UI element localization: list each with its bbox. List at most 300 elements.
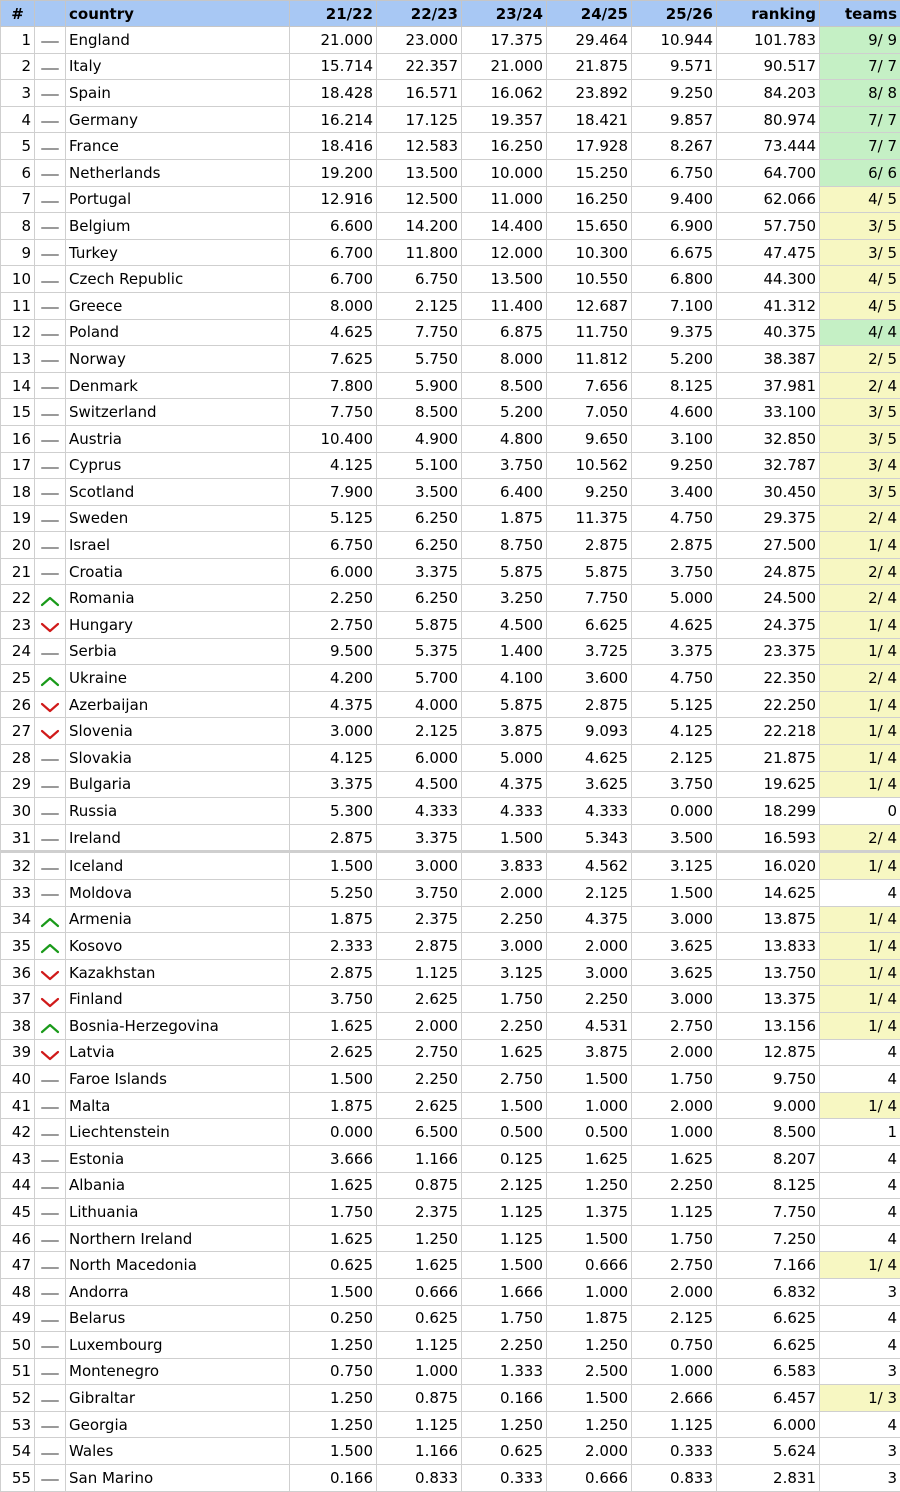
trend-unchanged-icon (39, 220, 61, 232)
season-23-24-cell: 2.000 (462, 880, 547, 907)
table-row[interactable] (1, 1039, 900, 1066)
table-row[interactable] (1, 1411, 900, 1438)
table-row[interactable] (1, 1092, 900, 1119)
season-25-26-cell: 1.750 (632, 1225, 717, 1252)
rank-number-cell: 11 (1, 292, 35, 319)
season-22-23-cell: 23.000 (377, 27, 462, 54)
teams-cell: 3 (820, 1278, 900, 1305)
season-21-22-cell: 1.500 (290, 852, 377, 880)
season-23-24-cell: 6.875 (462, 319, 547, 346)
season-21-22-cell: 10.400 (290, 425, 377, 452)
ranking-cell: 16.593 (717, 824, 820, 852)
season-22-23-cell: 5.100 (377, 452, 462, 479)
ranking-cell: 18.299 (717, 798, 820, 825)
season-25-26-cell: 3.400 (632, 479, 717, 506)
trend-unchanged-icon (39, 274, 61, 286)
table-row[interactable] (1, 239, 900, 266)
season-24-25-cell: 1.625 (547, 1145, 632, 1172)
trend-cell (35, 266, 66, 293)
table-row[interactable] (1, 665, 900, 692)
season-22-23-cell: 2.125 (377, 718, 462, 745)
season-24-25-cell: 11.750 (547, 319, 632, 346)
teams-cell: 7/ 7 (820, 133, 900, 160)
season-21-22-cell: 3.000 (290, 718, 377, 745)
season-24-25-cell: 10.562 (547, 452, 632, 479)
rank-number-cell: 10 (1, 266, 35, 293)
trend-unchanged-icon (39, 1472, 61, 1484)
trend-cell (35, 452, 66, 479)
season-22-23-cell: 12.583 (377, 133, 462, 160)
ranking-cell: 7.750 (717, 1199, 820, 1226)
table-row[interactable] (1, 1438, 900, 1465)
trend-unchanged-icon (39, 779, 61, 791)
teams-cell: 7/ 7 (820, 53, 900, 80)
season-22-23-cell: 1.166 (377, 1145, 462, 1172)
ranking-cell: 37.981 (717, 372, 820, 399)
season-23-24-cell: 1.500 (462, 1092, 547, 1119)
season-24-25-cell: 2.000 (547, 1438, 632, 1465)
season-22-23-cell: 3.375 (377, 558, 462, 585)
season-25-26-cell: 4.625 (632, 612, 717, 639)
season-21-22-cell: 1.250 (290, 1385, 377, 1412)
season-22-23-cell: 12.500 (377, 186, 462, 213)
table-row[interactable] (1, 133, 900, 160)
teams-cell: 3 (820, 1438, 900, 1465)
season-25-26-cell: 9.375 (632, 319, 717, 346)
season-24-25-cell: 7.050 (547, 399, 632, 426)
season-23-24-cell: 10.000 (462, 159, 547, 186)
table-row[interactable] (1, 1465, 900, 1492)
country-cell: England (66, 27, 290, 54)
table-row[interactable] (1, 852, 900, 880)
teams-cell: 4 (820, 1225, 900, 1252)
season-24-25-cell: 12.687 (547, 292, 632, 319)
table-row[interactable] (1, 399, 900, 426)
season-21-22-cell: 4.200 (290, 665, 377, 692)
rank-number-cell: 4 (1, 106, 35, 133)
table-row[interactable] (1, 1012, 900, 1039)
season-24-25-cell: 3.000 (547, 959, 632, 986)
table-row[interactable] (1, 1332, 900, 1359)
country-cell: Russia (66, 798, 290, 825)
season-23-24-cell: 8.000 (462, 346, 547, 373)
country-cell: Portugal (66, 186, 290, 213)
season-22-23-cell: 6.250 (377, 585, 462, 612)
ranking-cell: 7.250 (717, 1225, 820, 1252)
teams-cell: 1/ 4 (820, 986, 900, 1013)
trend-unchanged-icon (39, 114, 61, 126)
rank-number-cell: 44 (1, 1172, 35, 1199)
table-row[interactable] (1, 612, 900, 639)
teams-cell: 3 (820, 1465, 900, 1492)
ranking-cell: 29.375 (717, 505, 820, 532)
season-21-22-cell: 4.125 (290, 452, 377, 479)
trend-unchanged-icon (39, 327, 61, 339)
season-24-25-cell: 3.875 (547, 1039, 632, 1066)
season-23-24-cell: 1.250 (462, 1411, 547, 1438)
season-24-25-cell: 1.250 (547, 1411, 632, 1438)
ranking-cell: 13.833 (717, 933, 820, 960)
season-23-24-cell: 2.250 (462, 1332, 547, 1359)
header-ranking[interactable]: ranking (717, 1, 820, 27)
ranking-cell: 73.444 (717, 133, 820, 160)
trend-unchanged-icon (39, 1100, 61, 1112)
trend-cell (35, 1332, 66, 1359)
season-25-26-cell: 5.125 (632, 691, 717, 718)
season-23-24-cell: 2.750 (462, 1066, 547, 1093)
trend-cell (35, 53, 66, 80)
table-row[interactable] (1, 532, 900, 559)
header-season-24-25[interactable]: 24/25 (547, 1, 632, 27)
season-21-22-cell: 1.500 (290, 1066, 377, 1093)
teams-cell: 1/ 4 (820, 1092, 900, 1119)
season-21-22-cell: 3.666 (290, 1145, 377, 1172)
rank-number-cell: 41 (1, 1092, 35, 1119)
teams-cell: 4 (820, 1039, 900, 1066)
table-row[interactable] (1, 691, 900, 718)
table-row[interactable] (1, 452, 900, 479)
season-23-24-cell: 1.750 (462, 1305, 547, 1332)
table-row[interactable] (1, 106, 900, 133)
table-row[interactable] (1, 479, 900, 506)
season-23-24-cell: 5.875 (462, 691, 547, 718)
table-row[interactable] (1, 1225, 900, 1252)
country-cell: Israel (66, 532, 290, 559)
teams-cell: 2/ 4 (820, 824, 900, 852)
table-row[interactable] (1, 213, 900, 240)
table-row[interactable] (1, 1172, 900, 1199)
season-22-23-cell: 16.571 (377, 80, 462, 107)
ranking-cell: 44.300 (717, 266, 820, 293)
table-row[interactable] (1, 986, 900, 1013)
table-row[interactable] (1, 425, 900, 452)
country-cell: Serbia (66, 638, 290, 665)
ranking-cell: 64.700 (717, 159, 820, 186)
teams-cell: 3/ 5 (820, 213, 900, 240)
season-23-24-cell: 14.400 (462, 213, 547, 240)
trend-unchanged-icon (39, 247, 61, 259)
season-22-23-cell: 2.625 (377, 986, 462, 1013)
trend-unchanged-icon (39, 460, 61, 472)
season-24-25-cell: 9.093 (547, 718, 632, 745)
trend-unchanged-icon (39, 300, 61, 312)
rank-number-cell: 43 (1, 1145, 35, 1172)
season-24-25-cell: 10.550 (547, 266, 632, 293)
table-row[interactable] (1, 1385, 900, 1412)
season-22-23-cell: 1.125 (377, 1332, 462, 1359)
teams-cell: 4 (820, 1145, 900, 1172)
season-21-22-cell: 18.416 (290, 133, 377, 160)
trend-cell (35, 1252, 66, 1279)
season-21-22-cell: 6.700 (290, 239, 377, 266)
season-21-22-cell: 8.000 (290, 292, 377, 319)
country-cell: Estonia (66, 1145, 290, 1172)
trend-down-icon (39, 726, 61, 738)
table-row[interactable] (1, 27, 900, 54)
season-21-22-cell: 2.250 (290, 585, 377, 612)
rank-number-cell: 8 (1, 213, 35, 240)
season-22-23-cell: 5.700 (377, 665, 462, 692)
rank-number-cell: 21 (1, 558, 35, 585)
season-21-22-cell: 19.200 (290, 159, 377, 186)
season-24-25-cell: 1.000 (547, 1278, 632, 1305)
season-24-25-cell: 2.250 (547, 986, 632, 1013)
trend-unchanged-icon (39, 887, 61, 899)
country-cell: Cyprus (66, 452, 290, 479)
ranking-cell: 2.831 (717, 1465, 820, 1492)
season-21-22-cell: 1.500 (290, 1278, 377, 1305)
table-row[interactable] (1, 1199, 900, 1226)
season-22-23-cell: 6.500 (377, 1119, 462, 1146)
season-25-26-cell: 3.625 (632, 959, 717, 986)
rank-number-cell: 1 (1, 27, 35, 54)
teams-cell: 4 (820, 1332, 900, 1359)
ranking-cell: 27.500 (717, 532, 820, 559)
header-teams[interactable]: teams (820, 1, 900, 27)
table-row[interactable] (1, 159, 900, 186)
season-25-26-cell: 3.125 (632, 852, 717, 880)
season-25-26-cell: 3.000 (632, 906, 717, 933)
rank-number-cell: 18 (1, 479, 35, 506)
country-cell: Czech Republic (66, 266, 290, 293)
country-cell: Spain (66, 80, 290, 107)
season-21-22-cell: 1.875 (290, 1092, 377, 1119)
header-season-23-24[interactable]: 23/24 (462, 1, 547, 27)
teams-cell: 3/ 4 (820, 452, 900, 479)
teams-cell: 1/ 4 (820, 771, 900, 798)
table-row[interactable] (1, 798, 900, 825)
table-row[interactable] (1, 372, 900, 399)
trend-cell (35, 106, 66, 133)
table-row[interactable] (1, 718, 900, 745)
rank-number-cell: 35 (1, 933, 35, 960)
season-21-22-cell: 1.625 (290, 1172, 377, 1199)
table-row[interactable] (1, 1145, 900, 1172)
rank-number-cell: 7 (1, 186, 35, 213)
trend-unchanged-icon (39, 832, 61, 844)
season-24-25-cell: 3.725 (547, 638, 632, 665)
rank-number-cell: 23 (1, 612, 35, 639)
table-row[interactable] (1, 933, 900, 960)
teams-cell: 3/ 5 (820, 239, 900, 266)
season-23-24-cell: 1.666 (462, 1278, 547, 1305)
trend-cell (35, 532, 66, 559)
teams-cell: 4 (820, 880, 900, 907)
trend-unchanged-icon (39, 141, 61, 153)
table-row[interactable] (1, 505, 900, 532)
country-cell: Belgium (66, 213, 290, 240)
season-25-26-cell: 3.375 (632, 638, 717, 665)
season-23-24-cell: 4.333 (462, 798, 547, 825)
table-row[interactable] (1, 1305, 900, 1332)
country-cell: Georgia (66, 1411, 290, 1438)
teams-cell: 1 (820, 1119, 900, 1146)
table-row[interactable] (1, 880, 900, 907)
trend-cell (35, 319, 66, 346)
country-cell: Hungary (66, 612, 290, 639)
season-23-24-cell: 1.500 (462, 824, 547, 852)
table-row[interactable] (1, 1119, 900, 1146)
trend-cell (35, 1012, 66, 1039)
table-row[interactable] (1, 745, 900, 772)
trend-cell (35, 1225, 66, 1252)
season-24-25-cell: 15.650 (547, 213, 632, 240)
table-row[interactable] (1, 346, 900, 373)
season-24-25-cell: 4.562 (547, 852, 632, 880)
ranking-cell: 16.020 (717, 852, 820, 880)
rank-number-cell: 3 (1, 80, 35, 107)
season-23-24-cell: 16.062 (462, 80, 547, 107)
season-24-25-cell: 23.892 (547, 80, 632, 107)
table-row[interactable] (1, 1278, 900, 1305)
country-cell: Austria (66, 425, 290, 452)
season-24-25-cell: 1.500 (547, 1385, 632, 1412)
season-22-23-cell: 2.875 (377, 933, 462, 960)
header-rank-number[interactable]: # (1, 1, 35, 27)
table-row[interactable] (1, 266, 900, 293)
trend-cell (35, 798, 66, 825)
header-season-25-26[interactable]: 25/26 (632, 1, 717, 27)
teams-cell: 4/ 5 (820, 292, 900, 319)
ranking-cell: 33.100 (717, 399, 820, 426)
trend-unchanged-icon (39, 513, 61, 525)
table-row[interactable] (1, 319, 900, 346)
season-24-25-cell: 4.375 (547, 906, 632, 933)
table-row[interactable] (1, 53, 900, 80)
ranking-cell: 40.375 (717, 319, 820, 346)
table-row[interactable] (1, 1252, 900, 1279)
trend-cell (35, 372, 66, 399)
trend-unchanged-icon (39, 1127, 61, 1139)
header-season-21-22[interactable]: 21/22 (290, 1, 377, 27)
table-row[interactable] (1, 186, 900, 213)
season-21-22-cell: 0.750 (290, 1358, 377, 1385)
season-21-22-cell: 1.625 (290, 1012, 377, 1039)
season-21-22-cell: 4.375 (290, 691, 377, 718)
rank-number-cell: 40 (1, 1066, 35, 1093)
trend-unchanged-icon (39, 407, 61, 419)
teams-cell: 3 (820, 1358, 900, 1385)
season-23-24-cell: 4.375 (462, 771, 547, 798)
season-23-24-cell: 3.250 (462, 585, 547, 612)
season-23-24-cell: 12.000 (462, 239, 547, 266)
header-country[interactable]: country (66, 1, 290, 27)
trend-cell (35, 80, 66, 107)
rank-number-cell: 2 (1, 53, 35, 80)
season-22-23-cell: 2.000 (377, 1012, 462, 1039)
season-25-26-cell: 9.571 (632, 53, 717, 80)
rank-number-cell: 50 (1, 1332, 35, 1359)
header-season-22-23[interactable]: 22/23 (377, 1, 462, 27)
trend-cell (35, 691, 66, 718)
rank-number-cell: 34 (1, 906, 35, 933)
trend-cell (35, 1278, 66, 1305)
table-row[interactable] (1, 1066, 900, 1093)
table-header (1, 1, 900, 27)
ranking-cell: 62.066 (717, 186, 820, 213)
teams-cell: 2/ 4 (820, 665, 900, 692)
rank-number-cell: 14 (1, 372, 35, 399)
trend-down-icon (39, 699, 61, 711)
ranking-cell: 90.517 (717, 53, 820, 80)
season-22-23-cell: 5.900 (377, 372, 462, 399)
season-24-25-cell: 3.625 (547, 771, 632, 798)
table-row[interactable] (1, 906, 900, 933)
rank-number-cell: 32 (1, 852, 35, 880)
ranking-cell: 22.250 (717, 691, 820, 718)
season-24-25-cell: 18.421 (547, 106, 632, 133)
table-row[interactable] (1, 558, 900, 585)
season-23-24-cell: 8.500 (462, 372, 547, 399)
season-22-23-cell: 1.166 (377, 1438, 462, 1465)
trend-cell (35, 933, 66, 960)
trend-down-icon (39, 1047, 61, 1059)
table-row[interactable] (1, 824, 900, 852)
season-22-23-cell: 2.250 (377, 1066, 462, 1093)
season-23-24-cell: 2.125 (462, 1172, 547, 1199)
season-21-22-cell: 3.375 (290, 771, 377, 798)
ranking-cell: 14.625 (717, 880, 820, 907)
season-25-26-cell: 8.125 (632, 372, 717, 399)
ranking-cell: 9.750 (717, 1066, 820, 1093)
season-22-23-cell: 6.000 (377, 745, 462, 772)
season-25-26-cell: 6.900 (632, 213, 717, 240)
season-24-25-cell: 4.531 (547, 1012, 632, 1039)
season-21-22-cell: 6.700 (290, 266, 377, 293)
table-row[interactable] (1, 771, 900, 798)
table-row[interactable] (1, 959, 900, 986)
season-21-22-cell: 0.250 (290, 1305, 377, 1332)
season-24-25-cell: 9.250 (547, 479, 632, 506)
teams-cell: 1/ 4 (820, 1252, 900, 1279)
teams-cell: 1/ 4 (820, 1012, 900, 1039)
ranking-cell: 47.475 (717, 239, 820, 266)
season-23-24-cell: 1.125 (462, 1199, 547, 1226)
trend-cell (35, 986, 66, 1013)
ranking-cell: 13.375 (717, 986, 820, 1013)
table-row[interactable] (1, 80, 900, 107)
season-24-25-cell: 2.125 (547, 880, 632, 907)
season-24-25-cell: 11.375 (547, 505, 632, 532)
country-cell: Belarus (66, 1305, 290, 1332)
trend-cell (35, 1358, 66, 1385)
teams-cell: 3/ 5 (820, 399, 900, 426)
rank-number-cell: 39 (1, 1039, 35, 1066)
country-cell: Italy (66, 53, 290, 80)
season-22-23-cell: 3.500 (377, 479, 462, 506)
season-21-22-cell: 0.000 (290, 1119, 377, 1146)
table-row[interactable] (1, 292, 900, 319)
season-21-22-cell: 1.625 (290, 1225, 377, 1252)
trend-unchanged-icon (39, 861, 61, 873)
table-row[interactable] (1, 585, 900, 612)
season-23-24-cell: 3.750 (462, 452, 547, 479)
season-23-24-cell: 0.333 (462, 1465, 547, 1492)
trend-down-icon (39, 619, 61, 631)
trend-cell (35, 1438, 66, 1465)
season-25-26-cell: 2.750 (632, 1012, 717, 1039)
ranking-cell: 57.750 (717, 213, 820, 240)
country-cell: Northern Ireland (66, 1225, 290, 1252)
table-row[interactable] (1, 638, 900, 665)
season-22-23-cell: 2.375 (377, 906, 462, 933)
season-24-25-cell: 1.250 (547, 1332, 632, 1359)
country-cell: Switzerland (66, 399, 290, 426)
table-row[interactable] (1, 1358, 900, 1385)
trend-cell (35, 399, 66, 426)
trend-cell (35, 1172, 66, 1199)
rank-number-cell: 33 (1, 880, 35, 907)
